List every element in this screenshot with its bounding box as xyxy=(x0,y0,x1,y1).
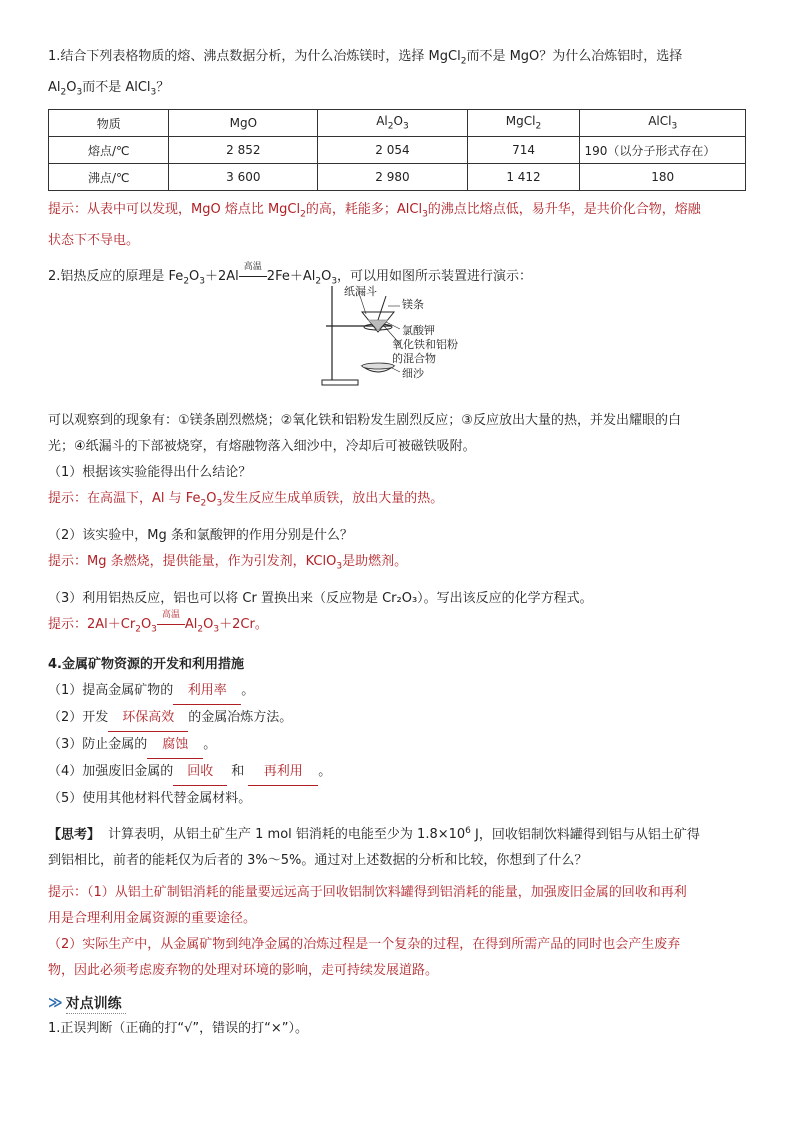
think-para-1: 【思考】 计算表明，从铝土矿生产 1 mol 铝消耗的电能至少为 $1.8\times 10^6$ J，回收铝制饮料罐得到铝与从铝土矿得 xyxy=(48,826,700,843)
q2-text: ＋2Al xyxy=(205,268,239,284)
q1-text-qmark: ？ xyxy=(156,79,170,95)
item-text: （2）开发 xyxy=(48,710,109,726)
double-chevron-icon: ≫ xyxy=(48,995,60,1012)
reaction-arrow xyxy=(239,261,267,290)
thermite-apparatus-diagram xyxy=(274,284,474,388)
hint-text: O xyxy=(140,616,152,632)
table-cell: 沸点/℃ xyxy=(49,164,169,191)
table-header: $Al_2O_3$ xyxy=(318,110,467,137)
q2-observation-2: 光；④纸漏斗的下部被烧穿，有熔融物落入细沙中，冷却后可被磁铁吸附。 xyxy=(48,439,476,455)
q2-observation-1: 可以观察到的现象有：①镁条剧烈燃烧；②氧化铁和铝粉发生剧烈反应；③反应放出大量的热，并发出耀眼的白 xyxy=(48,413,681,429)
item-text: （3）防止金属的 xyxy=(48,737,148,753)
answer-blank: 利用率 xyxy=(173,678,241,705)
q4-item-3 xyxy=(48,732,748,759)
q1-text-alcl: 而不是 AlCl xyxy=(82,79,151,95)
reaction-arrow xyxy=(157,609,185,638)
q4-title: 4.金属矿物资源的开发和利用措施 xyxy=(48,657,244,673)
label-sand: 细沙 xyxy=(402,367,424,380)
hint-text: 是助燃剂。 xyxy=(342,553,408,569)
think-label: 【思考】 xyxy=(48,827,101,843)
item-text: 。 xyxy=(241,683,255,699)
table-header: MgO xyxy=(169,110,318,137)
table-cell: 1 412 xyxy=(467,164,580,191)
item-text: 和 xyxy=(231,764,245,780)
q2-sub3: （3）利用铝热反应，铝也可以将 Cr 置换出来（反应物是 Cr₂O₃）。写出该反应的化学方程式。 xyxy=(48,590,593,606)
table-cell: 3 600 xyxy=(169,164,318,191)
hint-text: ＋2Cr。 xyxy=(219,616,268,632)
hint-text: 的沸点比熔点低，易升华，是共价化合物，熔融 xyxy=(427,202,701,218)
label-paper-funnel: 纸漏斗 xyxy=(344,285,377,298)
table-cell: 熔点/℃ xyxy=(49,137,169,164)
label-mg-ribbon: 镁条 xyxy=(402,298,424,311)
table-cell: 180 xyxy=(580,164,746,191)
table-cell: 2 054 xyxy=(318,137,467,164)
q4-item-1 xyxy=(48,678,748,705)
q2-sub2-hint: 提示：Mg 条燃烧，提供能量，作为引发剂，KClO$_3$是助燃剂。 xyxy=(48,553,408,572)
q2-sub3-hint: 提示：$2Al+Cr_2O_3$ 高温 $Al_2O_3+2Cr$。 xyxy=(48,612,748,643)
document-page xyxy=(48,44,748,1042)
stand-base xyxy=(322,380,358,385)
reaction-condition: 高温 xyxy=(161,609,180,620)
q1-text-o: O xyxy=(66,79,77,95)
item-text: 。 xyxy=(318,764,332,780)
think-text: J，回收铝制饮料罐得到铝与从铝土矿得 xyxy=(470,827,700,843)
q2-intro: 2.铝热反应的原理是 $Fe_2O_3+2Al$ 高温 $2Fe+Al_2O_3$，可以用如图所示装置进行演示： xyxy=(48,264,748,295)
q1-text-al: Al xyxy=(48,79,61,95)
hint-text: O xyxy=(203,616,214,632)
training-heading xyxy=(48,990,748,1016)
hint-text: 提示：Mg 条燃烧，提供能量，作为引发剂，KClO xyxy=(48,553,337,569)
item-text: （4）加强废旧金属的 xyxy=(48,764,174,780)
answer-blank: 腐蚀 xyxy=(147,732,203,759)
q4-item-4 xyxy=(48,759,748,786)
q4-item-2 xyxy=(48,705,748,732)
hint-text: 发生反应生成单质铁，放出大量的热。 xyxy=(222,491,444,507)
mixture xyxy=(368,320,388,330)
think-hint-3: （2）实际生产中，从金属矿物到纯净金属的冶炼过程是一个复杂的过程，在得到所需产品的同时也会产生废弃 xyxy=(48,937,681,953)
q2-text: O xyxy=(321,268,332,284)
properties-table xyxy=(48,109,746,191)
hint-text: 的高，耗能多；AlCl xyxy=(305,202,423,218)
q2-text: 2Fe＋Al xyxy=(266,268,316,284)
answer-blank: 再利用 xyxy=(248,759,318,786)
label-mixture: 氧化铁和铝粉 xyxy=(392,338,458,351)
answer-blank: 环保高效 xyxy=(108,705,188,732)
table-header-row xyxy=(49,110,746,137)
hint-text: O xyxy=(206,491,217,507)
table-row xyxy=(49,137,746,164)
q2-sub1-hint: 提示：在高温下，Al 与 $Fe_2O_3$发生反应生成单质铁，放出大量的热。 xyxy=(48,491,444,509)
table-header: MgCl$_2$ xyxy=(467,110,580,137)
q1-text: 1.结合下列表格物质的熔、沸点数据分析，为什么冶炼镁时，选择 MgCl xyxy=(48,49,461,64)
think-text: 计算表明，从铝土矿生产 1 mol 铝消耗的电能至少为 1.8×10 xyxy=(108,827,466,843)
q1-text-mid: 而不是 MgO？为什么冶炼铝时，选择 xyxy=(466,49,683,64)
item-text: 的金属冶炼方法。 xyxy=(188,710,293,726)
hint-text: 提示：从表中可以发现，MgO 熔点比 MgCl xyxy=(48,202,301,218)
table-cell: 2 852 xyxy=(169,137,318,164)
q2-text: 2.铝热反应的原理是 Fe xyxy=(48,268,184,284)
table-row xyxy=(49,164,746,191)
label-mixture-cont: 的混合物 xyxy=(392,352,436,365)
q1-hint: 提示：从表中可以发现，MgO 熔点比 MgCl$_2$的高，耗能多；AlCl$_3$的沸点比熔点低，易升华，是共价化合物，熔融 xyxy=(48,202,701,220)
think-hint-1: 提示：（1）从铝土矿制铝消耗的能量要远远高于回收铝制饮料罐得到铝消耗的能量，加强废旧金属的回收和再利 xyxy=(48,885,687,901)
think-para-2: 到铝相比，前者的能耗仅为后者的 3%～5%。通过对上述数据的分析和比较，你想到了什么？ xyxy=(48,853,588,869)
table-header: 物质 xyxy=(49,110,169,137)
q1-line2: $Al_2O_3$而不是 AlCl$_3$？ xyxy=(48,79,170,98)
answer-blank: 回收 xyxy=(173,759,227,786)
hint-text: 提示：在高温下，Al 与 Fe xyxy=(48,491,201,507)
table-cell: 190（以分子形式存在） xyxy=(580,137,746,164)
q2-text: ，可以用如图所示装置进行演示： xyxy=(337,268,533,284)
think-hint-2: 用是合理利用金属资源的重要途径。 xyxy=(48,911,257,927)
hint-text: 状态下不导电。 xyxy=(48,232,140,248)
q2-sub1: （1）根据该实验能得出什么结论？ xyxy=(48,465,252,481)
item-text: 。 xyxy=(203,737,217,753)
think-hint-4: 物，因此必须考虑废弃物的处理对环境的影响，走可持续发展道路。 xyxy=(48,963,439,979)
q2-sub2: （2）该实验中，Mg 条和氯酸钾的作用分别是什么？ xyxy=(48,527,353,543)
table-cell: 2 980 xyxy=(318,164,467,191)
table-cell: 714 xyxy=(467,137,580,164)
training-label: 对点训练 xyxy=(66,993,126,1014)
label-kclo3: 氯酸钾 xyxy=(402,324,435,337)
training-q1: 1.正误判断（正确的打“√”，错误的打“×”）。 xyxy=(48,1021,309,1037)
q1-hint-cont xyxy=(48,228,748,254)
q2-text: O xyxy=(189,268,200,284)
reaction-condition: 高温 xyxy=(243,261,262,272)
hint-text: 提示：2Al＋Cr xyxy=(48,616,136,632)
q4-item-5: （5）使用其他材料代替金属材料。 xyxy=(48,791,252,807)
fine-sand xyxy=(362,363,394,369)
table-header: AlCl$_3$ xyxy=(580,110,746,137)
item-text: （1）提高金属矿物的 xyxy=(48,683,174,699)
hint-text: Al xyxy=(184,616,198,632)
q1-line1: 1.结合下列表格物质的熔、沸点数据分析，为什么冶炼镁时，选择 MgCl$_2$而不是 MgO？为什么冶炼铝时，选择 xyxy=(48,49,683,67)
